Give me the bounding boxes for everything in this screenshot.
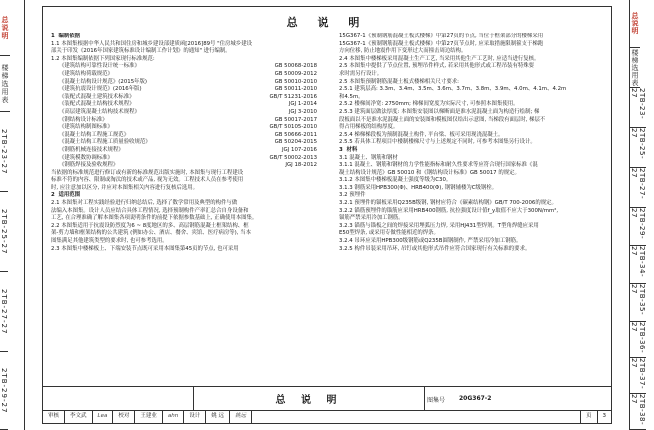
standard-entry [51, 86, 321, 94]
text-line: 3.1 混凝土、钢筋和钢材 [339, 154, 398, 161]
text-line: 2.5.3 建筑面层做法厚度: 本图集安装图以梯断面是准水泥混凝土面为构造行绘制; 梯 [339, 108, 540, 115]
text-line: 1.2 本图集编制依据下列国家现行标准规范: [51, 55, 155, 62]
text-line: 2.5.5 若具体工程项目中楼制楼梯尺寸与上述规定不同时, 可参考本图集另行设计。 [339, 139, 536, 146]
strip-cell[interactable]: 2TB-29-27 [630, 208, 646, 246]
strip-cell[interactable]: 2TB-37-27 [630, 358, 646, 394]
review-label: 审核 [43, 410, 65, 423]
atlas-number: 20G367-2 [459, 395, 492, 402]
text-line: 求时需另行设计。 [339, 70, 383, 77]
checker-signature: ahn [163, 410, 184, 423]
standard-code: GB/T 51231-2016 [269, 93, 317, 100]
text-line: 3.2.3 锚筋与锚板之间的焊接采用埋弧压力焊, 采用HJ431型焊剂。T型角焊缝应采用 [339, 222, 539, 229]
text-line: 2.5.1 建筑层高: 3.3m、3.4m、3.5m、3.6m、3.7m、3.8m、3.9m、4.0m、4.1m、4.2m [339, 86, 567, 93]
standard-code: JGJ 18-2012 [285, 162, 317, 169]
standard-entry [51, 139, 321, 147]
left-index-strip [0, 0, 25, 430]
standard-entry [51, 117, 321, 125]
standard-code: GB 50666-2011 [274, 131, 317, 138]
strip-cell[interactable]: 2TB-25-27 [630, 128, 646, 168]
text-line: 图集满足其他建筑类型的要求时, 也可参考选用。 [51, 238, 168, 245]
standard-code: JGJ 1-2014 [288, 101, 317, 108]
text-line: 和4.5m。 [339, 93, 364, 100]
standard-name: 《建筑结构可靠性设计统一标准》 [59, 63, 140, 70]
standard-code: GB/T 50002-2013 [269, 154, 317, 161]
atlas-number-cell [423, 387, 611, 410]
standard-name: 《建筑结构制图标准》 [59, 124, 113, 131]
standard-entry [51, 109, 321, 117]
standard-code: JGJ 3-2010 [288, 108, 317, 115]
page-title: 总 说 明 [286, 16, 368, 29]
standard-name: 《建筑结构荷载规范》 [59, 70, 113, 77]
text-line: 架-剪力墙和框架结构的公共建筑 (例如办公、酒店、餐舍、宾馆、医疗病房等), 当本 [51, 230, 251, 237]
strip-cell[interactable]: 2TB-27-27 [630, 168, 646, 208]
standard-code: GB/T 50105-2010 [269, 124, 317, 131]
standard-entry [51, 155, 321, 163]
text-line: 3.1.3 钢筋采用HPB300(Φ)、HRB400(Φ), 钢钢辅楼为C级钢栓。 [339, 184, 498, 191]
text-line: 2.4 本图集中楼梯板采用混凝土生产工艺, 当采用其他生产工艺时, 应适当进行复核。 [339, 55, 540, 62]
design-label: 设计 [184, 410, 206, 423]
strip-cell[interactable]: 2TB-23-27 [630, 88, 646, 128]
designer-name: 姚 远 [206, 410, 230, 423]
section-heading: 1 编制依据 [51, 33, 81, 39]
reviewer-name: 李文武 [65, 410, 93, 423]
standard-code: GB 50011-2010 [274, 86, 317, 93]
standard-name: 《高层建筑混凝土结构技术规程》 [59, 108, 140, 115]
strip-cell[interactable]: 总说明 [0, 0, 10, 56]
text-line: 2.5.2 楼梯间净宽: 2750mm; 梯梯间宽度为实际尺寸, 可参照本图集使用。 [339, 101, 519, 108]
standard-code: GB 50068-2018 [274, 63, 317, 70]
section-heading: 2 适用范围 [51, 192, 81, 199]
standard-name: 《钢筋机械连接技术规程》 [59, 146, 124, 153]
text-line: 方向位移, 防止地震作用下变形过大而撞击周边结构。 [339, 48, 467, 55]
text-line: 3.2.5 构件吊装采用吊环, 吊钉或其他形式吊件应符合国家现行有关标准的要求。 [339, 245, 531, 252]
text-line: 段板面以不是准水泥混凝土面的安装图和模板图仅给出示意图, 当梯段有面层时, 梯层不 [339, 116, 546, 123]
standard-name: 《钢筋焊接及验收规程》 [59, 162, 119, 169]
text-line: 2.1 本图集对工程实践经验进行归纳总结后, 选择了数学常用及典型的构件与做 [51, 200, 238, 207]
standard-entry [51, 71, 321, 79]
page-label: 页 [580, 410, 598, 423]
standard-code: GB 50009-2012 [274, 70, 317, 77]
reviewer-signature: Lea [93, 410, 114, 423]
text-line: 2.5 本图集中提供了节点位置, 预埋吊件样式, 若采用其他形式或工程吊装有特殊要 [339, 63, 535, 70]
standard-name: 《混凝土结构工程施工规范》 [59, 131, 130, 138]
text-line: 当依据的标准规范进行修订或有新的标准规范出版实施时, 本图集与现行工程建设 [51, 169, 244, 176]
title-block-title: 总 说 明 [193, 387, 425, 410]
text-line: 15G367-1《预制钢筋混凝土板式楼梯》中第27页的节点, 当位于框架部分的楼梯采用 [339, 33, 544, 39]
standard-name: 《建筑模数协调标准》 [59, 154, 113, 161]
standard-name: 《建筑抗震设计规范》(2016年版) [59, 86, 142, 93]
atlas-number-label: 图集号 [427, 397, 446, 404]
text-line: 2.5 本图集预制钢筋混凝土板式楼梯相关尺寸要求: [339, 78, 459, 85]
text-line: 凝土结构设计规范》GB 50010 和《钢结构设计标准》GB 50017 的规定。 [339, 169, 520, 176]
text-line: 3.1.2 本图集中楼梯板混凝土强度等级为C30。 [339, 177, 452, 184]
right-text-column [339, 33, 607, 253]
text-line: 标准不符的内容、限制或淘汰的技术或产品, 视为无效。工程技术人员在参考使用 [51, 177, 244, 184]
checker-name: 王建业 [135, 410, 163, 423]
text-line: 2.2 本图集适用于抗震设防烈度为6 ~ 8度地区的多、高层钢筋混凝土框架结构、框 [51, 222, 249, 229]
text-line: 3.2.2 锚筋预埋件的锚筋应采用HRB400钢筋, 抗拉强度设计值f_y取值不应大于300N/mm², [339, 207, 559, 214]
strip-cell[interactable]: 2TB-27-27 [0, 272, 8, 352]
text-line: 3.2.4 吊环应采用HPB300级钢筋或Q235B圆钢制作, 严禁采用冷加工钢筋。 [339, 238, 522, 245]
text-line: 时, 应注意加以区分, 并应对本图集相关内容进行复核后选用。 [51, 184, 199, 191]
section-heading: 3 材料 [339, 146, 358, 153]
standard-code: GB 50010-2010 [274, 78, 317, 85]
strip-cell[interactable]: 总说明 [630, 0, 640, 48]
text-line: 1.1 本图集根据中华人民共和国住房和城乡建设部建质函[2016]89号 "住房城乡建设 [51, 40, 252, 47]
left-text-column [51, 33, 321, 253]
standard-name: 《钢结构设计标准》 [59, 116, 108, 123]
check-label: 校对 [113, 410, 135, 423]
standard-entry [51, 101, 321, 109]
strip-cell[interactable]: 2TB-35-27 [630, 284, 646, 322]
strip-cell[interactable]: 2TB-38-27 [630, 394, 646, 430]
text-line: 15G367-1《预制钢筋混凝土板式楼梯》中第27页节点时, 应采取措施限制箍支于梯跑 [339, 40, 544, 47]
designer-signature: 姚远 [230, 410, 252, 423]
text-line: 锚筋严禁采用冷加工钢筋。 [339, 215, 404, 222]
signature-row [43, 410, 611, 423]
drawing-frame [42, 6, 612, 424]
standard-entry [51, 147, 321, 155]
right-index-strip [629, 0, 654, 430]
strip-cell[interactable]: 2TB-34-27 [630, 246, 646, 284]
text-line: E50型焊条, 或采用专做性能相近的焊条。 [339, 230, 439, 237]
strip-cell[interactable]: 楼梯选用表 [0, 56, 10, 112]
text-line: 3.2.1 预埋件的锚板采用Q235B级钢, 钢材应符合《碳素结构钢》GB/T 700-2006的规定。 [339, 200, 557, 207]
text-line: 2.5.4 梯梯梯段板为预制混凝土构件, 平台梁、板可采用现浇混凝土。 [339, 131, 504, 138]
text-line: 部关于印发《2016年国家建筑标准设计编制工作计划》的通知" 进行编制。 [51, 48, 231, 55]
text-line: 工艺, 在合理准确了解本图集各项说明条件的前提下依据参数基础上, 正确使用本图集。 [51, 215, 258, 222]
standard-name: 《混凝土结构设计规范》(2015年版) [59, 78, 148, 85]
strip-cell[interactable]: 2TB-25-27 [0, 192, 8, 272]
standard-entry [51, 124, 321, 132]
standard-name: 《装配式混凝土建筑技术标准》 [59, 93, 135, 100]
page-number: 3 [602, 413, 606, 419]
standard-name: 《装配式混凝土结构技术规程》 [59, 101, 135, 108]
strip-cell[interactable]: 2TB-29-27 [0, 352, 8, 430]
standard-name: 《混凝土结构工程施工质量验收规范》 [59, 139, 151, 146]
standard-code: GB 50204-2015 [274, 139, 317, 146]
text-line: 3.1.1 混凝土、钢筋和钢材的力学性能指标和耐久性要求等应符合现行国家标准《混 [339, 162, 538, 169]
text-line: 3.2 预埋件 [339, 192, 366, 199]
standard-code: JGJ 107-2016 [281, 146, 317, 153]
title-block [43, 386, 611, 423]
title-block-main [43, 387, 611, 411]
strip-cell[interactable]: 2TB-23-27 [0, 112, 8, 192]
text-line: 2.3 本图集中楼梯板上、下端安装节点既可采用本图集第45页的节点, 也可采用 [51, 245, 239, 252]
standard-entry [51, 162, 321, 170]
text-line: 法编入本图集。设计人员应结合具体工程情况, 选择预制构件产率汇总合自身设备和 [51, 207, 249, 214]
standard-code: GB 50017-2017 [274, 116, 317, 123]
strip-cell[interactable]: 楼梯选用表 [631, 48, 639, 87]
text-line: 得占用梯板的结构厚度。 [339, 124, 399, 131]
standard-entry [51, 63, 321, 71]
strip-cell[interactable]: 2TB-36-27 [630, 322, 646, 358]
